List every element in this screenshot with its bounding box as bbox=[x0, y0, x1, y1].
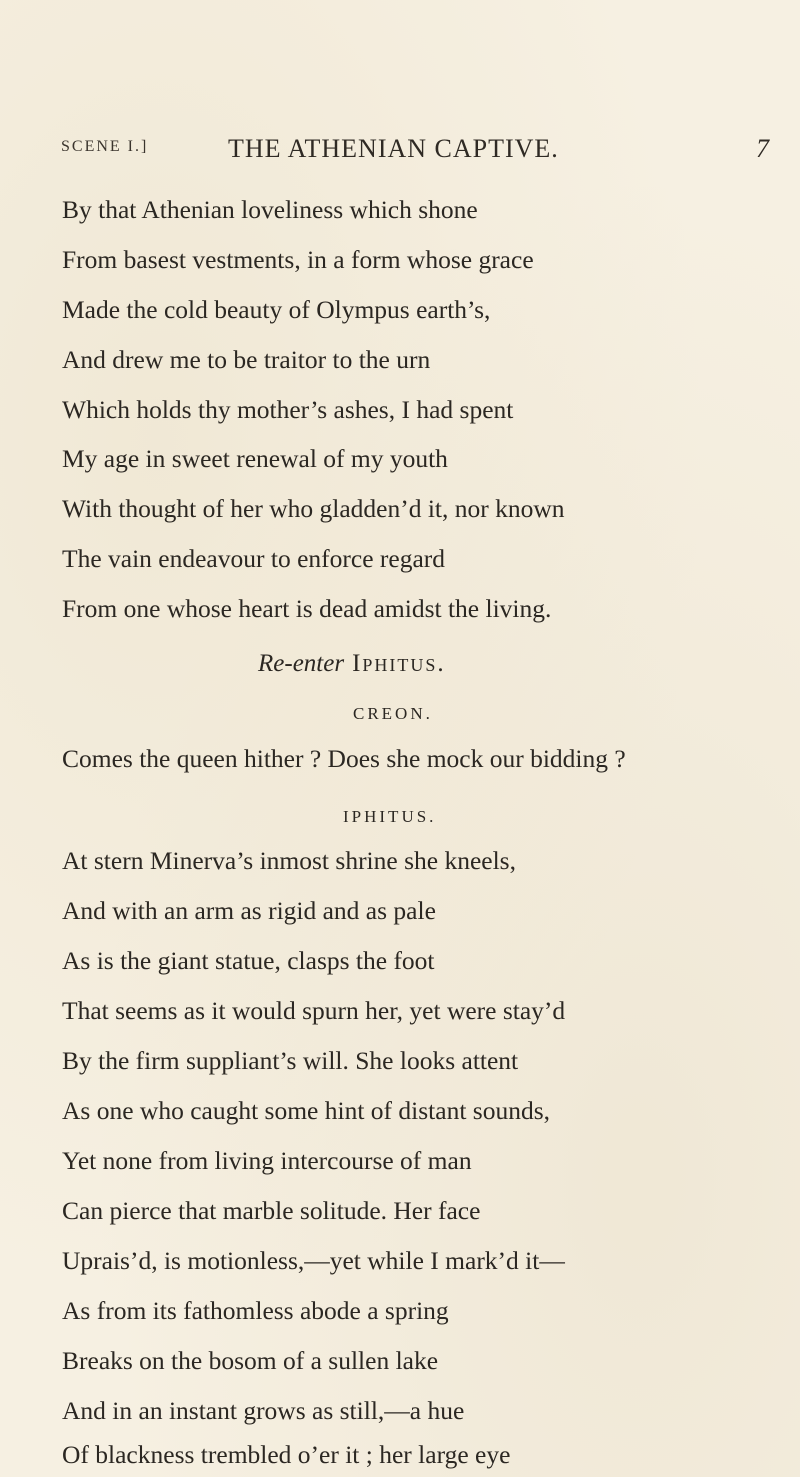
verse-line: Of blackness trembled o’er it ; her large eye bbox=[62, 1440, 511, 1469]
verse-line: As is the giant statue, clasps the foot bbox=[62, 946, 435, 975]
verse-line: Made the cold beauty of Olympus earth’s, bbox=[62, 295, 491, 324]
verse-line: Can pierce that marble solitude. Her face bbox=[62, 1196, 481, 1225]
verse-line: With thought of her who gladden’d it, nor known bbox=[62, 494, 565, 523]
verse-line: That seems as it would spurn her, yet were stay’d bbox=[62, 996, 566, 1025]
verse-line: And drew me to be traitor to the urn bbox=[62, 345, 431, 374]
verse-line: And in an instant grows as still,—a hue bbox=[62, 1396, 465, 1425]
verse-line: Comes the queen hither ? Does she mock our bidding ? bbox=[62, 744, 626, 773]
speaker-creon: CREON. bbox=[353, 704, 433, 723]
verse-line: Which holds thy mother’s ashes, I had spent bbox=[62, 395, 514, 424]
verse-line: And with an arm as rigid and as pale bbox=[62, 896, 436, 925]
speaker-iphitus: IPHITUS. bbox=[343, 807, 437, 826]
verse-line: By that Athenian loveliness which shone bbox=[62, 195, 478, 224]
verse-line: As from its fathomless abode a spring bbox=[62, 1296, 449, 1325]
verse-line: The vain endeavour to enforce regard bbox=[62, 544, 446, 573]
verse-line: As one who caught some hint of distant sounds, bbox=[62, 1096, 550, 1125]
running-header bbox=[0, 134, 800, 174]
running-title: THE ATHENIAN CAPTIVE. bbox=[228, 134, 559, 163]
page-number: 7 bbox=[756, 134, 769, 163]
stage-direction bbox=[258, 650, 446, 678]
verse-line: Breaks on the bosom of a sullen lake bbox=[62, 1346, 439, 1375]
verse-line: Uprais’d, is motionless,—yet while I mark’d it— bbox=[62, 1246, 565, 1275]
verse-line: From one whose heart is dead amidst the living. bbox=[62, 594, 552, 623]
stage-direction-verb: Re-enter bbox=[258, 650, 345, 677]
verse-line: Yet none from living intercourse of man bbox=[62, 1146, 472, 1175]
stage-direction-character: Iphitus. bbox=[352, 650, 446, 677]
verse-line: By the firm suppliant’s will. She looks attent bbox=[62, 1046, 519, 1075]
scene-label: SCENE I.] bbox=[61, 138, 149, 155]
verse-line: From basest vestments, in a form whose grace bbox=[62, 245, 534, 274]
verse-line: At stern Minerva’s inmost shrine she kneels, bbox=[62, 846, 516, 875]
verse-line: My age in sweet renewal of my youth bbox=[62, 444, 448, 473]
